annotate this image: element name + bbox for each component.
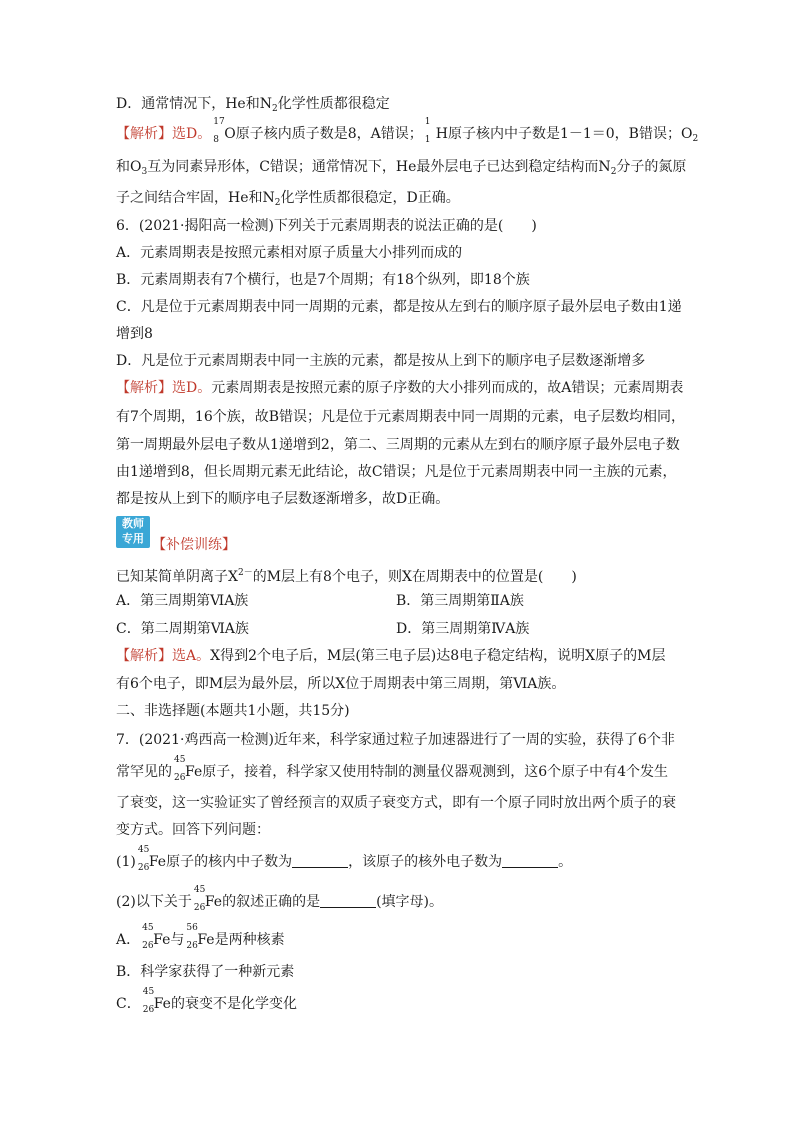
comp-option-b: B．第三周期第ⅡA族 [396, 593, 524, 609]
q6-analysis-line-3: 第一周期最外层电子数从1递增到2，第二、三周期的元素从左到右的顺序原子最外层电子数 [116, 437, 680, 453]
isotope-fe45: 45 26 [142, 923, 154, 951]
q6-option-c-line-2: 增到8 [116, 326, 153, 342]
q6-analysis-line-4: 由1递增到8，但长周期元素无此结论，故C错误；凡是位于元素周期表中同一主族的元素， [116, 464, 677, 480]
q7-stem-line-4: 变方式。回答下列问题： [116, 822, 270, 838]
answer-blank[interactable] [292, 853, 348, 868]
q5-analysis-line-1: 【解析】选D。 17 8 O原子核内质子数是8，A错误； 1 1 H原子核内中子数是1－1＝0，B错误；$O_2$ [116, 117, 699, 145]
analysis-label: 【解析】 [116, 126, 172, 142]
comp-option-a: A．第三周期第ⅥA族 [116, 593, 249, 609]
answer-blank[interactable] [502, 853, 558, 868]
q6-option-a: A．元素周期表是按照元素相对原子质量大小排列而成的 [116, 245, 463, 261]
comp-analysis-line-1: 【解析】选A。X得到2个电子后，M层(第三电子层)达8电子稳定结构，说明X原子的M层 [116, 648, 666, 664]
comp-options-row-2 [116, 619, 530, 639]
teacher-only-badge: 教师 专用 [116, 516, 150, 548]
q6-option-c-line-1: C．凡是位于元素周期表中同一周期的元素，都是按从左到右的顺序原子最外层电子数由1递 [116, 299, 682, 315]
isotope-fe45: 45 26 [174, 755, 186, 783]
q6-analysis-line-2: 有7个周期，16个族，故B错误；凡是位于元素周期表中同一周期的元素，电子层数均相同， [116, 409, 686, 425]
q7-option-b: B．科学家获得了一种新元素 [116, 964, 295, 980]
answer: 选A。 [172, 648, 211, 664]
q7-option-a: A． 45 26 Fe与 56 26 Fe是两种核素 [116, 923, 285, 951]
q7-part-2: (2)以下关于 45 26 Fe的叙述正确的是 (填字母)。 [116, 885, 444, 913]
q6-stem: 6．(2021·揭阳高一检测)下列关于元素周期表的说法正确的是( ) [116, 218, 537, 234]
section-heading: 二、非选择题(本题共1小题，共15分) [116, 703, 350, 719]
q7-stem-line-3: 了衰变，这一实验证实了曾经预言的双质子衰变方式，即有一个原子同时放出两个质子的衰 [116, 795, 676, 811]
analysis-label: 【解析】 [116, 648, 172, 664]
q7-option-c: C． 45 26 Fe的衰变不是化学变化 [116, 987, 297, 1015]
q5-option-d: D．通常情况下，He和$N_2$化学性质都很稳定 [116, 96, 390, 114]
comp-option-d: D．第三周期第ⅣA族 [396, 621, 530, 637]
answer: 选D。 [172, 126, 212, 142]
q7-stem-line-2: 常罕见的 45 26 Fe原子，接着，科学家又使用特制的测量仪器观测到，这6个原子中有4个发生 [116, 755, 669, 783]
q7-stem-line-1: 7．(2021·鸡西高一检测)近年来，科学家通过粒子加速器进行了一周的实验，获得了6个非 [116, 732, 675, 748]
q6-analysis-line-1: 【解析】选D。元素周期表是按照元素的原子序数的大小排列而成的，故A错误；元素周期表 [116, 380, 684, 396]
compensation-training-title: 【补偿训练】 [152, 537, 236, 553]
isotope-h1: 1 1 [424, 117, 431, 145]
answer-blank[interactable] [320, 893, 376, 908]
q5-analysis-line-2: 和$O_3$互为同素异形体，C错误；通常情况下，He最外层电子已达到稳定结构而$N_2$分子的氮原 [116, 159, 687, 177]
q6-option-d: D．凡是位于元素周期表中同一主族的元素，都是按从上到下的顺序电子层数逐渐增多 [116, 353, 646, 369]
analysis-label: 【解析】 [116, 380, 172, 396]
comp-analysis-line-2: 有6个电子，即M层为最外层，所以X位于周期表中第三周期，第ⅥA族。 [116, 676, 566, 692]
comp-stem: 已知某简单阴离子$X^{2-}$的M层上有8个电子，则X在周期表中的位置是( ) [116, 568, 577, 585]
isotope-fe56: 56 26 [186, 923, 198, 951]
isotope-fe45: 45 26 [142, 987, 155, 1015]
answer: 选D。 [172, 380, 212, 396]
isotope-o17: 17 8 [213, 117, 225, 145]
isotope-fe45: 45 26 [137, 845, 150, 873]
q6-analysis-line-5: 都是按从上到下的顺序电子层数逐渐增多，故D正确。 [116, 491, 450, 507]
q7-part-1: (1) 45 26 Fe原子的核内中子数为 ，该原子的核外电子数为 。 [116, 845, 573, 873]
comp-options-row-1 [116, 591, 524, 611]
q6-option-b: B．元素周期表有7个横行，也是7个周期；有18个纵列，即18个族 [116, 272, 530, 288]
isotope-fe45: 45 26 [193, 885, 206, 913]
comp-option-c: C．第二周期第ⅥA族 [116, 621, 249, 637]
q5-analysis-line-3: 子之间结合牢固，He和$N_2$化学性质都很稳定，D正确。 [116, 190, 460, 208]
